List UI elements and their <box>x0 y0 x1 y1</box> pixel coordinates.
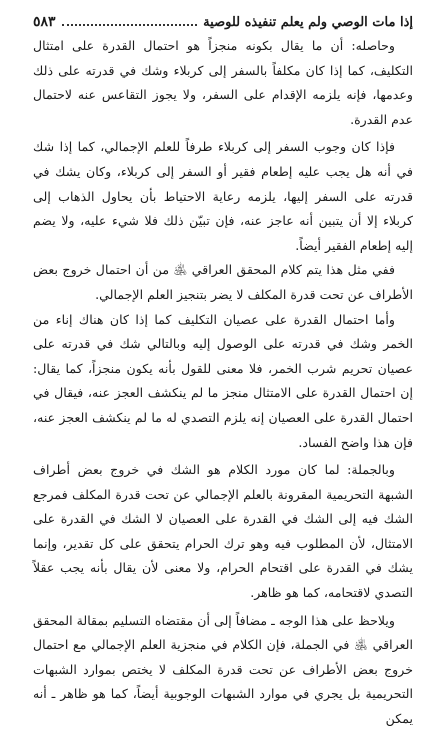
body-text <box>33 34 413 732</box>
paragraph: وأما احتمال القدرة على عصيان التكليف كما إذا كان هناك إناء من الخمر وشك في قدرته على الوصول إليه وبالتالي شك في قدرته على عصيان تحريم شرب الخمر، فلا معنى للقول بأنه يكون منجزاً، كما يقال: إن احتمال القدرة على الامتثال منجز ما لم ينكشف العجز عنه، فيقال في احتمال القدرة على العصيان إنه يلزم التصدي له ما لم ينكشف العجز عنه، فإن هذا واضح الفساد. <box>33 311 413 450</box>
header-title: إذا مات الوصي ولم يعلم تنفيذه للوصية <box>203 15 413 30</box>
page-number: ٥٨٣ <box>33 14 56 30</box>
paragraph: فإذا كان وجوب السفر إلى كربلاء طرفاً للعلم الإجمالي، كما إذا شك في أنه هل يجب عليه إطعام فقير أو السفر إلى كربلاء، وكان يشك في قدرته على السفر إليها، يلزمه رعاية الاحتياط بأن يحاول الذهاب إلى كربلاء إلا أن يتبين أنه عاجز عنه، فإن تبيّن ذلك فلا شيء عليه، ولا يضم إليه إطعام الفقير أيضاً. <box>33 139 413 253</box>
header-dotted-leader <box>62 24 198 26</box>
paragraph: وبالجملة: لما كان مورد الكلام هو الشك في خروج بعض أطراف الشبهة التحريمية المقرونة بالعلم الإجمالي عن تحت قدرة المكلف فمرجع الشك فيه إلى الشك في القدرة على العصيان لا الشك في القدرة على الامتثال، لأن المطلوب فيه وهو ترك الحرام يتحقق على كل تقدير، وإنما يشك في القدرة على اقتحام الحرام، ولا معنى لأن يقال بأنه يجب عقلاً التصدي لاقتحامه، كما هو ظاهر. <box>33 462 413 601</box>
paragraph: ويلاحظ على هذا الوجه ـ مضافاً إلى أن مقتضاه التسليم بمقالة المحقق العراقي ﵁ في الجملة، فإن الكلام في منجزية العلم الإجمالي مع احتمال خروج بعض الأطراف عن تحت قدرة المكلف لا يختص بموارد الشبهات التحريمية بل يجري في موارد الشبهات الوجوبية أيضاً، كما هو ظاهر ـ أنه يمكن <box>32 612 413 727</box>
paragraph: ففي مثل هذا يتم كلام المحقق العراقي ﵁ من أن احتمال خروج بعض الأطراف عن تحت قدرة المكلف لا يضر بتنجيز العلم الإجمالي. <box>33 262 413 302</box>
running-header <box>33 8 413 30</box>
paragraph: وحاصله: أن ما يقال بكونه منجزاً هو احتمال القدرة على امتثال التكليف، كما إذا كان مكلفاً بالسفر إلى كربلاء وشك في قدرته على ذلك وعدمها، فإنه يلزمه الإقدام على السفر، ولا يجوز التقاعس عنه لاحتمال عدم القدرة. <box>33 38 413 127</box>
